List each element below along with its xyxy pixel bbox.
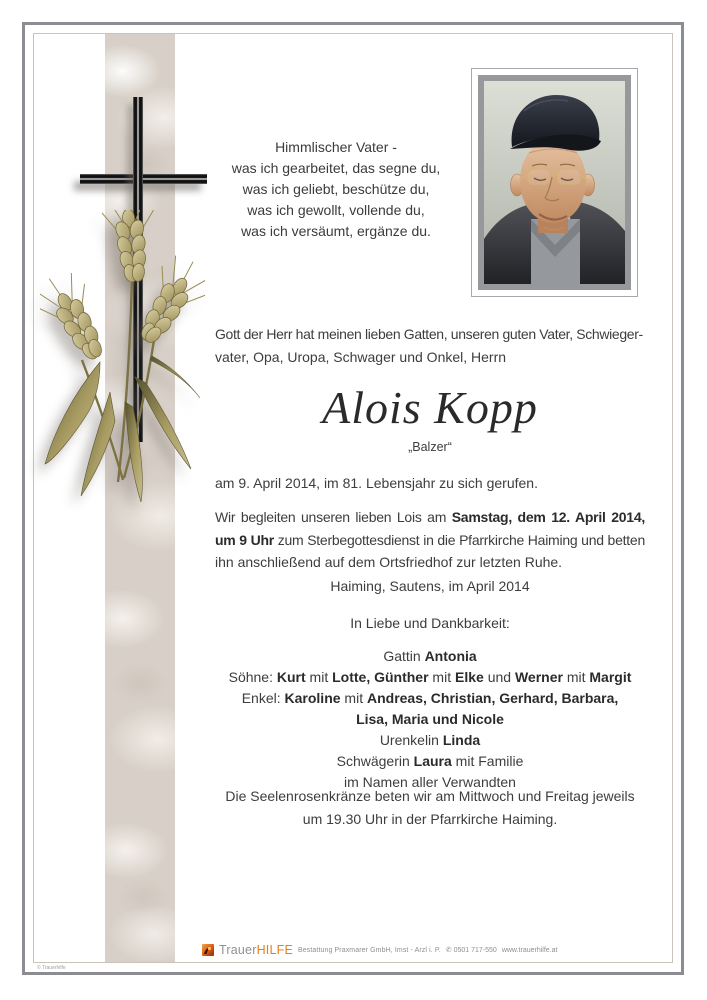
funeral-line: ihn anschließend auf dem Ortsfriedhof zur letzten Ruhe. [215,554,563,570]
poem-line: was ich geliebt, beschütze du, [242,181,430,197]
poem [166,137,506,242]
funeral-line: Wir begleiten unseren lieben Lois am Samstag, dem 12. April 2014, [215,509,645,525]
funeral-text [215,506,645,574]
family-line: Lisa, Maria und Nicole [356,711,504,727]
phone-icon: ✆ [445,947,452,954]
poem-line: Himmlischer Vater - [275,139,397,155]
family-line: im Namen aller Verwandten [344,774,516,790]
rosary-note [215,785,645,830]
family-list [215,646,645,793]
intro-text [215,323,645,368]
intro-line: Gott der Herr hat meinen lieben Gatten, unseren guten Vater, Schwieger- [215,326,643,342]
rosary-line: Die Seelenrosenkränze beten wir am Mittwoch und Freitag jeweils [225,788,635,804]
family-line: Gattin Antonia [383,648,477,664]
death-date-line: am 9. April 2014, im 81. Lebensjahr zu sich gerufen. [215,475,538,491]
intro-line: vater, Opa, Uropa, Schwager und Onkel, Herrn [215,348,507,365]
poem-line: was ich gearbeitet, das segne du, [231,160,441,176]
funeral-line: um 9 Uhr zum Sterbegottesdienst in die Pfarrkirche Haiming und betten [215,531,645,548]
gratitude-line: In Liebe und Dankbarkeit: [350,615,510,631]
brand-wordmark [219,944,293,956]
rosary-line: um 19.30 Uhr in der Pfarrkirche Haiming. [302,810,558,827]
website-url: www.trauerhilfe.at [501,946,558,954]
funeral-home-footer [202,943,557,957]
family-line: Enkel: Karoline mit Andreas, Christian, Gerhard, Barbara, [241,690,619,706]
family-line: Urenkelin Linda [379,732,481,748]
place-date: Haiming, Sautens, im April 2014 [330,578,530,594]
poem-line: was ich versäumt, ergänze du. [241,223,431,239]
phone-value: 0501 717-550 [453,947,497,954]
phone-number [446,946,497,954]
trauerhilfe-logo-icon [202,944,214,956]
poem-line: was ich gewollt, vollende du, [247,202,425,218]
deceased-name: Alois Kopp [322,382,538,433]
family-line: Söhne: Kurt mit Lotte, Günther mit Elke und Werner mit Margit [228,669,632,685]
company-info: Bestattung Praxmarer GmbH, Imst - Arzl i. P. [298,946,441,954]
brand-hilfe: HILFE [256,943,293,957]
copyright-note: © Trauerhilfe [37,965,66,971]
wheat-icon [40,210,205,515]
brand-trauer: Trauer [219,943,257,957]
family-line: Schwägerin Laura mit Familie [336,753,524,769]
deceased-nickname: „Balzer“ [408,440,452,454]
death-date-text [215,472,645,495]
